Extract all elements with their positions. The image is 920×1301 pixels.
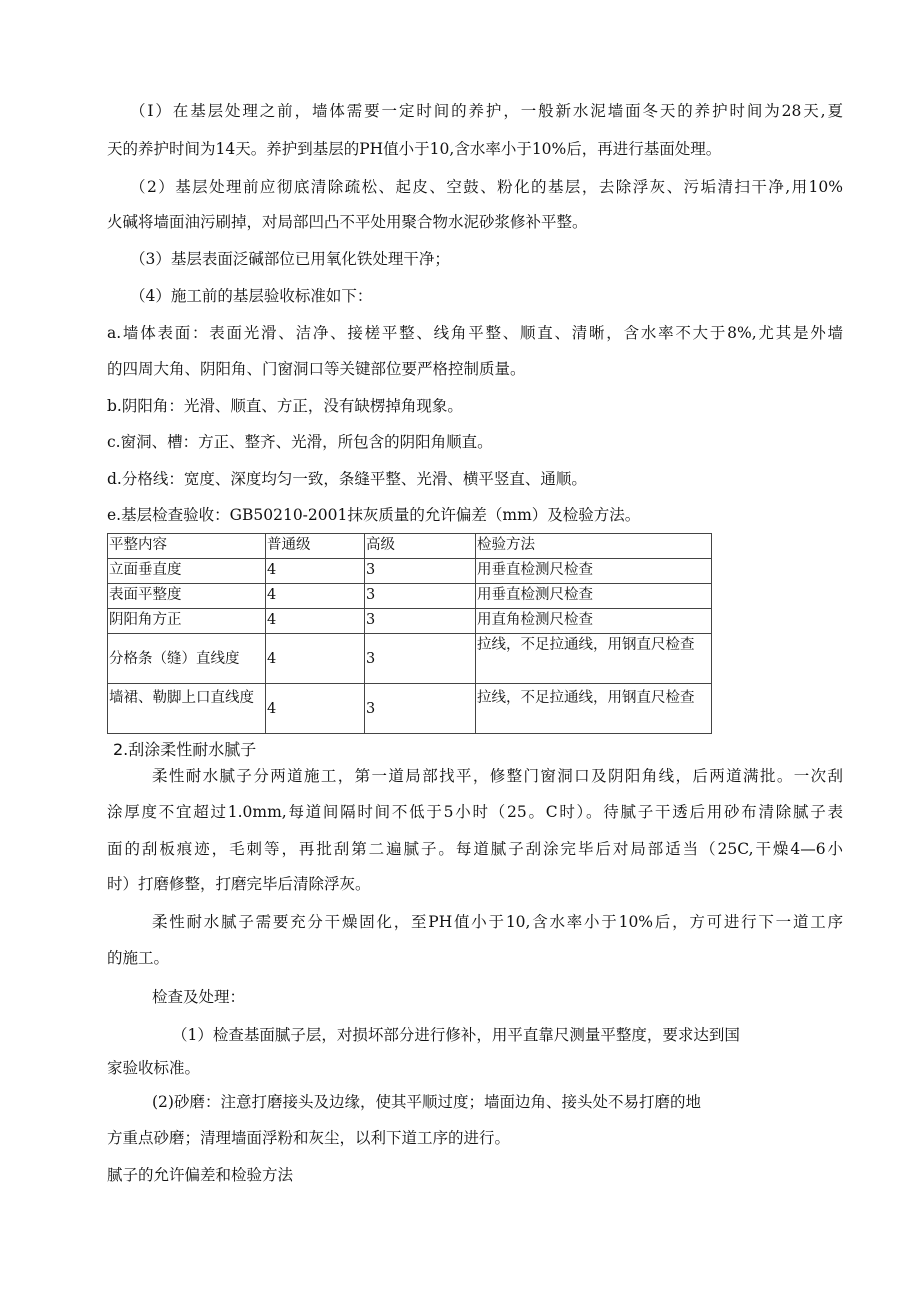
paragraph-line: 面的刮板痕迹，毛刺等，再批刮第二遍腻子。每道腻子刮涂完毕后对局部适当（25C,干燥4—6小 — [107, 840, 843, 858]
paragraph-line: 的施工。 — [107, 949, 170, 967]
paragraph-line: d.分格线：宽度、深度均匀一致，条缝平整、光滑、横平竖直、通顺。 — [107, 470, 587, 488]
table-cell: 用垂直检测尺检查 — [476, 559, 712, 584]
paragraph-line: 方重点砂磨；清理墙面浮粉和灰尘，以利下道工序的进行。 — [107, 1129, 511, 1147]
table-header: 平整内容 — [108, 534, 266, 559]
paragraph-line: 腻子的允许偏差和检验方法 — [107, 1166, 294, 1184]
table-cell: 3 — [365, 634, 476, 684]
paragraph-line: （4）施工前的基层验收标准如下： — [130, 287, 373, 305]
paragraph-line: 的四周大角、阴阳角、门窗洞口等关键部位要严格控制质量。 — [107, 360, 526, 378]
paragraph-line: 火碱将墙面油污刷掉，对局部凹凸不平处用聚合物水泥砂浆修补平整。 — [107, 213, 588, 231]
paragraph-line: e.基层检查验收：GB50210-2001抹灰质量的允许偏差（mm）及检验方法。 — [107, 506, 641, 524]
table-cell: 立面垂直度 — [108, 559, 266, 584]
paragraph-line: 涂厚度不宜超过1.0mm,每道间隔时间不低于5小时（25。C时）。待腻子干透后用砂布清除腻子表 — [107, 803, 843, 821]
table-cell: 3 — [365, 684, 476, 734]
table-row — [108, 684, 712, 734]
table-cell: 表面平整度 — [108, 584, 266, 609]
paragraph-line: （I）在基层处理之前，墙体需要一定时间的养护，一般新水泥墙面冬天的养护时间为28天,夏 — [130, 102, 843, 120]
table-cell: 4 — [266, 584, 365, 609]
table-row — [108, 634, 712, 684]
table-cell: 3 — [365, 609, 476, 634]
paragraph-line: c.窗洞、槽：方正、整齐、光滑，所包含的阴阳角顺直。 — [107, 433, 493, 451]
paragraph-line: 时）打磨修整，打磨完毕后清除浮灰。 — [107, 875, 371, 893]
table-cell: 3 — [365, 584, 476, 609]
table-header: 检验方法 — [476, 534, 712, 559]
table-cell: 用直角检测尺检查 — [476, 609, 712, 634]
table-cell: 拉线，不足拉通线，用钢直尺检查 — [476, 684, 712, 734]
paragraph-line: 家验收标准。 — [107, 1059, 201, 1077]
paragraph-line: a.墙体表面：表面光滑、洁净、接槎平整、线角平整、顺直、清晰，含水率不大于8%,尤其是外墙 — [107, 324, 843, 342]
table-cell: 墙裙、勒脚上口直线度 — [108, 684, 266, 734]
table-row — [108, 559, 712, 584]
paragraph-line: （2）基层处理前应彻底清除疏松、起皮、空鼓、粉化的基层，去除浮灰、污垢清扫干净,用10% — [130, 178, 843, 196]
table-header-row — [108, 534, 712, 559]
table-cell: 拉线，不足拉通线，用钢直尺检查 — [476, 634, 712, 684]
table-cell: 4 — [266, 609, 365, 634]
paragraph-line: 天的养护时间为14天。养护到基层的PH值小于10,含水率小于10%后，再进行基面处理。 — [107, 140, 722, 158]
table-cell: 分格条（缝）直线度 — [108, 634, 266, 684]
table-cell: 4 — [266, 559, 365, 584]
paragraph-line: 检查及处理： — [152, 988, 246, 1006]
paragraph-line: 柔性耐水腻子分两道施工，第一道局部找平，修整门窗洞口及阴阳角线，后两道满批。一次刮 — [152, 767, 843, 785]
section-heading: 2.刮涂柔性耐水腻子 — [113, 740, 257, 759]
paragraph-line: 柔性耐水腻子需要充分干燥固化，至PH值小于10,含水率小于10%后，方可进行下一道工序 — [152, 913, 843, 931]
tolerance-table — [107, 533, 712, 734]
table-row — [108, 584, 712, 609]
table-header: 高级 — [365, 534, 476, 559]
table-header: 普通级 — [266, 534, 365, 559]
table-cell: 3 — [365, 559, 476, 584]
table-cell: 4 — [266, 634, 365, 684]
table-row — [108, 609, 712, 634]
paragraph-line: b.阴阳角：光滑、顺直、方正，没有缺楞掉角现象。 — [107, 397, 463, 415]
table-cell: 用垂直检测尺检查 — [476, 584, 712, 609]
paragraph-line: (2)砂磨：注意打磨接头及边缘，使其平顺过度；墙面边角、接头处不易打磨的地 — [152, 1093, 701, 1111]
table-cell: 4 — [266, 684, 365, 734]
paragraph-line: （1）检查基面腻子层，对损坏部分进行修补，用平直靠尺测量平整度，要求达到国 — [172, 1026, 740, 1044]
table-cell: 阴阳角方正 — [108, 609, 266, 634]
paragraph-line: （3）基层表面泛碱部位已用氧化铁处理干净； — [130, 250, 450, 268]
